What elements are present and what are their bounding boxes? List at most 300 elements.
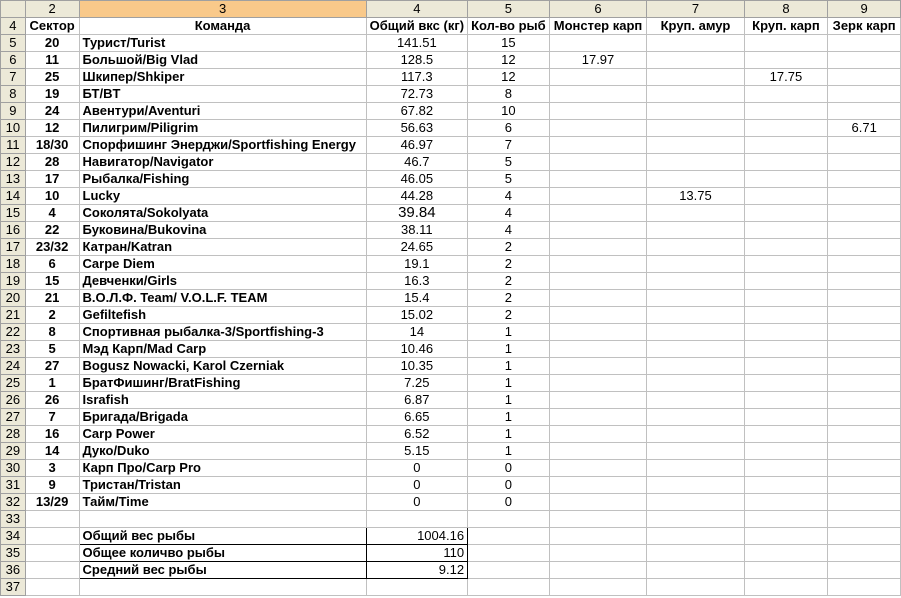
row-number[interactable]: 24 [1,358,26,375]
row-number[interactable]: 16 [1,222,26,239]
cell[interactable] [549,120,647,137]
cell[interactable]: 12 [25,120,79,137]
column-header-8[interactable]: 8 [744,1,828,18]
column-header-2[interactable]: 2 [25,1,79,18]
cell[interactable] [468,545,550,562]
cell[interactable]: Gefiltefish [79,307,366,324]
cell[interactable]: 1 [468,358,550,375]
cell[interactable] [647,579,744,596]
cell[interactable] [25,545,79,562]
cell[interactable]: 38.11 [366,222,467,239]
cell[interactable]: 1 [468,375,550,392]
cell[interactable] [647,375,744,392]
cell[interactable] [79,579,366,596]
cell[interactable]: 6.65 [366,409,467,426]
cell[interactable]: В.О.Л.Ф. Team/ V.O.L.F. TEAM [79,290,366,307]
cell[interactable] [828,103,901,120]
select-all-corner[interactable] [1,1,26,18]
cell[interactable] [366,579,467,596]
cell[interactable]: 117.3 [366,69,467,86]
cell[interactable]: Bogusz Nowacki, Karol Czerniak [79,358,366,375]
cell[interactable]: 10 [25,188,79,205]
cell[interactable] [647,358,744,375]
cell[interactable]: 8 [25,324,79,341]
cell[interactable]: 2 [468,256,550,273]
cell[interactable]: 1 [468,341,550,358]
cell[interactable] [366,511,467,528]
cell[interactable] [549,273,647,290]
row-number[interactable]: 37 [1,579,26,596]
cell[interactable] [828,392,901,409]
cell[interactable]: 1 [468,324,550,341]
cell[interactable]: Тайм/Time [79,494,366,511]
cell[interactable]: 1 [468,392,550,409]
row-number[interactable]: 29 [1,443,26,460]
cell[interactable] [647,307,744,324]
header-cell[interactable]: Сектор [25,18,79,35]
row-number[interactable]: 21 [1,307,26,324]
cell[interactable] [828,86,901,103]
cell[interactable]: 39.84 [366,205,467,222]
header-cell[interactable]: Команда [79,18,366,35]
cell[interactable] [744,52,828,69]
cell[interactable]: Буковина/Bukovina [79,222,366,239]
cell[interactable]: 6 [468,120,550,137]
cell[interactable] [828,256,901,273]
cell[interactable] [79,511,366,528]
cell[interactable] [549,86,647,103]
cell[interactable] [744,154,828,171]
cell[interactable]: 128.5 [366,52,467,69]
cell[interactable] [744,103,828,120]
cell[interactable] [828,171,901,188]
cell[interactable] [647,256,744,273]
cell[interactable] [744,222,828,239]
cell[interactable]: 0 [366,477,467,494]
cell[interactable]: 11 [25,52,79,69]
cell[interactable] [828,494,901,511]
cell[interactable] [549,256,647,273]
cell[interactable] [744,409,828,426]
cell[interactable] [744,443,828,460]
cell[interactable] [549,222,647,239]
cell[interactable] [647,273,744,290]
row-number[interactable]: 19 [1,273,26,290]
row-number[interactable]: 36 [1,562,26,579]
cell[interactable] [25,528,79,545]
cell[interactable]: Катран/Katran [79,239,366,256]
cell[interactable]: 10.46 [366,341,467,358]
cell[interactable] [549,69,647,86]
header-cell[interactable]: Зерк карп [828,18,901,35]
cell[interactable] [549,307,647,324]
summary-value[interactable]: 110 [366,545,467,562]
cell[interactable] [468,579,550,596]
row-number[interactable]: 14 [1,188,26,205]
cell[interactable] [549,528,647,545]
cell[interactable]: 7 [468,137,550,154]
cell[interactable]: 5 [25,341,79,358]
cell[interactable]: 16 [25,426,79,443]
cell[interactable] [744,290,828,307]
cell[interactable]: 7 [25,409,79,426]
row-number[interactable]: 20 [1,290,26,307]
cell[interactable] [828,154,901,171]
cell[interactable] [549,562,647,579]
cell[interactable] [647,545,744,562]
cell[interactable] [549,494,647,511]
cell[interactable] [647,324,744,341]
row-number[interactable]: 34 [1,528,26,545]
cell[interactable]: 46.05 [366,171,467,188]
cell[interactable]: 16.3 [366,273,467,290]
cell[interactable] [647,35,744,52]
row-number[interactable]: 4 [1,18,26,35]
cell[interactable]: 22 [25,222,79,239]
cell[interactable]: 5 [468,154,550,171]
cell[interactable] [828,528,901,545]
cell[interactable]: Дуко/Duko [79,443,366,460]
row-number[interactable]: 28 [1,426,26,443]
cell[interactable]: БТ/BT [79,86,366,103]
row-number[interactable]: 30 [1,460,26,477]
cell[interactable]: 141.51 [366,35,467,52]
header-cell[interactable]: Кол-во рыб [468,18,550,35]
cell[interactable] [744,273,828,290]
column-header-4[interactable]: 4 [366,1,467,18]
cell[interactable]: 10.35 [366,358,467,375]
cell[interactable] [25,511,79,528]
cell[interactable]: 0 [366,494,467,511]
cell[interactable] [744,426,828,443]
cell[interactable]: 25 [25,69,79,86]
cell[interactable] [744,188,828,205]
summary-label[interactable]: Средний вес рыбы [79,562,366,579]
cell[interactable]: Lucky [79,188,366,205]
cell[interactable] [647,409,744,426]
cell[interactable]: 15 [468,35,550,52]
cell[interactable] [549,511,647,528]
cell[interactable]: 5.15 [366,443,467,460]
row-number[interactable]: 31 [1,477,26,494]
row-number[interactable]: 32 [1,494,26,511]
header-cell[interactable]: Общий вкс (кг) [366,18,467,35]
cell[interactable]: 4 [468,205,550,222]
cell[interactable]: 67.82 [366,103,467,120]
cell[interactable]: Навигатор/Navigator [79,154,366,171]
cell[interactable] [828,409,901,426]
cell[interactable]: 0 [366,460,467,477]
cell[interactable] [647,86,744,103]
cell[interactable]: 3 [25,460,79,477]
cell[interactable]: 1 [468,409,550,426]
cell[interactable] [647,426,744,443]
cell[interactable]: Спорфишинг Энерджи/Sportfishing Energy [79,137,366,154]
cell[interactable]: Тристан/Tristan [79,477,366,494]
cell[interactable] [744,562,828,579]
cell[interactable] [549,205,647,222]
cell[interactable] [647,341,744,358]
cell[interactable] [647,511,744,528]
cell[interactable] [744,137,828,154]
cell[interactable] [549,188,647,205]
cell[interactable] [744,324,828,341]
cell[interactable] [647,103,744,120]
cell[interactable]: 6.87 [366,392,467,409]
cell[interactable] [744,460,828,477]
cell[interactable] [647,52,744,69]
cell[interactable] [647,443,744,460]
cell[interactable]: 18/30 [25,137,79,154]
cell[interactable]: 14 [366,324,467,341]
row-number[interactable]: 35 [1,545,26,562]
cell[interactable]: 13/29 [25,494,79,511]
cell[interactable]: 4 [468,222,550,239]
cell[interactable] [468,528,550,545]
cell[interactable] [744,494,828,511]
cell[interactable] [828,460,901,477]
cell[interactable] [828,205,901,222]
cell[interactable]: 17 [25,171,79,188]
cell[interactable] [549,477,647,494]
cell[interactable]: 23/32 [25,239,79,256]
row-number[interactable]: 5 [1,35,26,52]
cell[interactable]: Рыбалка/Fishing [79,171,366,188]
cell[interactable]: 1 [468,426,550,443]
cell[interactable] [549,103,647,120]
cell[interactable]: 2 [468,290,550,307]
cell[interactable] [828,324,901,341]
column-header-5[interactable]: 5 [468,1,550,18]
row-number[interactable]: 6 [1,52,26,69]
cell[interactable]: 8 [468,86,550,103]
cell[interactable] [549,341,647,358]
row-number[interactable]: 17 [1,239,26,256]
cell[interactable] [744,86,828,103]
cell[interactable] [468,562,550,579]
cell[interactable]: 6.71 [828,120,901,137]
cell[interactable]: 0 [468,477,550,494]
row-number[interactable]: 33 [1,511,26,528]
row-number[interactable]: 15 [1,205,26,222]
cell[interactable]: 21 [25,290,79,307]
cell[interactable]: 15.02 [366,307,467,324]
cell[interactable] [647,120,744,137]
row-number[interactable]: 22 [1,324,26,341]
cell[interactable] [549,358,647,375]
cell[interactable] [744,239,828,256]
cell[interactable] [549,545,647,562]
cell[interactable] [828,477,901,494]
cell[interactable] [744,545,828,562]
cell[interactable] [828,273,901,290]
cell[interactable] [744,341,828,358]
row-number[interactable]: 7 [1,69,26,86]
cell[interactable]: Турист/Turist [79,35,366,52]
cell[interactable] [549,460,647,477]
cell[interactable]: 4 [25,205,79,222]
cell[interactable] [647,69,744,86]
cell[interactable] [744,375,828,392]
cell[interactable]: 46.7 [366,154,467,171]
cell[interactable] [647,154,744,171]
cell[interactable]: 2 [468,307,550,324]
cell[interactable] [744,528,828,545]
cell[interactable]: Шкипер/Shkiper [79,69,366,86]
cell[interactable]: 12 [468,52,550,69]
cell[interactable]: Соколята/Sokolyata [79,205,366,222]
row-number[interactable]: 8 [1,86,26,103]
cell[interactable]: 44.28 [366,188,467,205]
cell[interactable]: 27 [25,358,79,375]
cell[interactable] [549,579,647,596]
cell[interactable] [25,579,79,596]
cell[interactable]: 24 [25,103,79,120]
column-header-7[interactable]: 7 [647,1,744,18]
cell[interactable]: 2 [468,239,550,256]
cell[interactable]: 10 [468,103,550,120]
cell[interactable] [549,171,647,188]
cell[interactable]: БратФишинг/BratFishing [79,375,366,392]
cell[interactable] [647,494,744,511]
cell[interactable] [549,137,647,154]
cell[interactable]: 2 [25,307,79,324]
cell[interactable]: Carpe Diem [79,256,366,273]
cell[interactable] [25,562,79,579]
cell[interactable] [828,222,901,239]
cell[interactable] [828,188,901,205]
cell[interactable] [549,392,647,409]
cell[interactable]: Большой/Big Vlad [79,52,366,69]
cell[interactable] [828,358,901,375]
cell[interactable] [828,137,901,154]
column-header-6[interactable]: 6 [549,1,647,18]
cell[interactable]: 19 [25,86,79,103]
cell[interactable]: 56.63 [366,120,467,137]
cell[interactable]: 1 [468,443,550,460]
cell[interactable]: 7.25 [366,375,467,392]
cell[interactable] [828,69,901,86]
cell[interactable] [828,562,901,579]
cell[interactable] [549,290,647,307]
cell[interactable] [549,375,647,392]
row-number[interactable]: 9 [1,103,26,120]
cell[interactable]: Israfish [79,392,366,409]
cell[interactable] [549,154,647,171]
cell[interactable]: 5 [468,171,550,188]
cell[interactable]: Пилигрим/Piligrim [79,120,366,137]
cell[interactable] [744,307,828,324]
cell[interactable] [647,239,744,256]
cell[interactable]: 17.97 [549,52,647,69]
cell[interactable] [828,307,901,324]
cell[interactable] [828,35,901,52]
cell[interactable] [828,290,901,307]
cell[interactable] [647,460,744,477]
cell[interactable] [744,120,828,137]
cell[interactable]: 6 [25,256,79,273]
cell[interactable]: 6.52 [366,426,467,443]
column-header-9[interactable]: 9 [828,1,901,18]
cell[interactable] [647,222,744,239]
cell[interactable]: Карп Про/Carp Pro [79,460,366,477]
cell[interactable]: 46.97 [366,137,467,154]
row-number[interactable]: 27 [1,409,26,426]
header-cell[interactable]: Монстер карп [549,18,647,35]
cell[interactable]: Мэд Карп/Mad Carp [79,341,366,358]
cell[interactable]: 2 [468,273,550,290]
cell[interactable]: 1 [25,375,79,392]
row-number[interactable]: 18 [1,256,26,273]
cell[interactable]: 0 [468,460,550,477]
cell[interactable] [647,137,744,154]
cell[interactable] [828,375,901,392]
header-cell[interactable]: Круп. амур [647,18,744,35]
cell[interactable] [828,511,901,528]
cell[interactable] [549,426,647,443]
cell[interactable]: 12 [468,69,550,86]
cell[interactable] [744,35,828,52]
cell[interactable] [647,562,744,579]
cell[interactable]: 0 [468,494,550,511]
cell[interactable] [744,392,828,409]
cell[interactable] [744,205,828,222]
cell[interactable] [468,511,550,528]
cell[interactable] [647,205,744,222]
cell[interactable]: Спортивная рыбалка-3/Sportfishing-3 [79,324,366,341]
cell[interactable]: 4 [468,188,550,205]
row-number[interactable]: 12 [1,154,26,171]
cell[interactable] [647,477,744,494]
cell[interactable] [828,239,901,256]
cell[interactable] [828,545,901,562]
summary-label[interactable]: Общее количво рыбы [79,545,366,562]
cell[interactable]: Девченки/Girls [79,273,366,290]
cell[interactable] [828,426,901,443]
header-cell[interactable]: Круп. карп [744,18,828,35]
row-number[interactable]: 13 [1,171,26,188]
cell[interactable]: 15 [25,273,79,290]
cell[interactable] [647,290,744,307]
cell[interactable] [549,409,647,426]
row-number[interactable]: 26 [1,392,26,409]
cell[interactable]: 26 [25,392,79,409]
cell[interactable]: 14 [25,443,79,460]
cell[interactable] [828,443,901,460]
cell[interactable]: 24.65 [366,239,467,256]
cell[interactable] [744,171,828,188]
cell[interactable] [828,341,901,358]
cell[interactable]: 13.75 [647,188,744,205]
row-number[interactable]: 23 [1,341,26,358]
row-number[interactable]: 10 [1,120,26,137]
cell[interactable] [549,443,647,460]
cell[interactable] [647,171,744,188]
cell[interactable] [549,324,647,341]
cell[interactable]: Carp Power [79,426,366,443]
summary-value[interactable]: 9.12 [366,562,467,579]
cell[interactable]: 9 [25,477,79,494]
cell[interactable] [744,579,828,596]
cell[interactable] [549,35,647,52]
column-header-3[interactable]: 3 [79,1,366,18]
cell[interactable] [828,52,901,69]
cell[interactable]: 17.75 [744,69,828,86]
cell[interactable] [549,239,647,256]
summary-label[interactable]: Общий вес рыбы [79,528,366,545]
cell[interactable]: 19.1 [366,256,467,273]
row-number[interactable]: 25 [1,375,26,392]
